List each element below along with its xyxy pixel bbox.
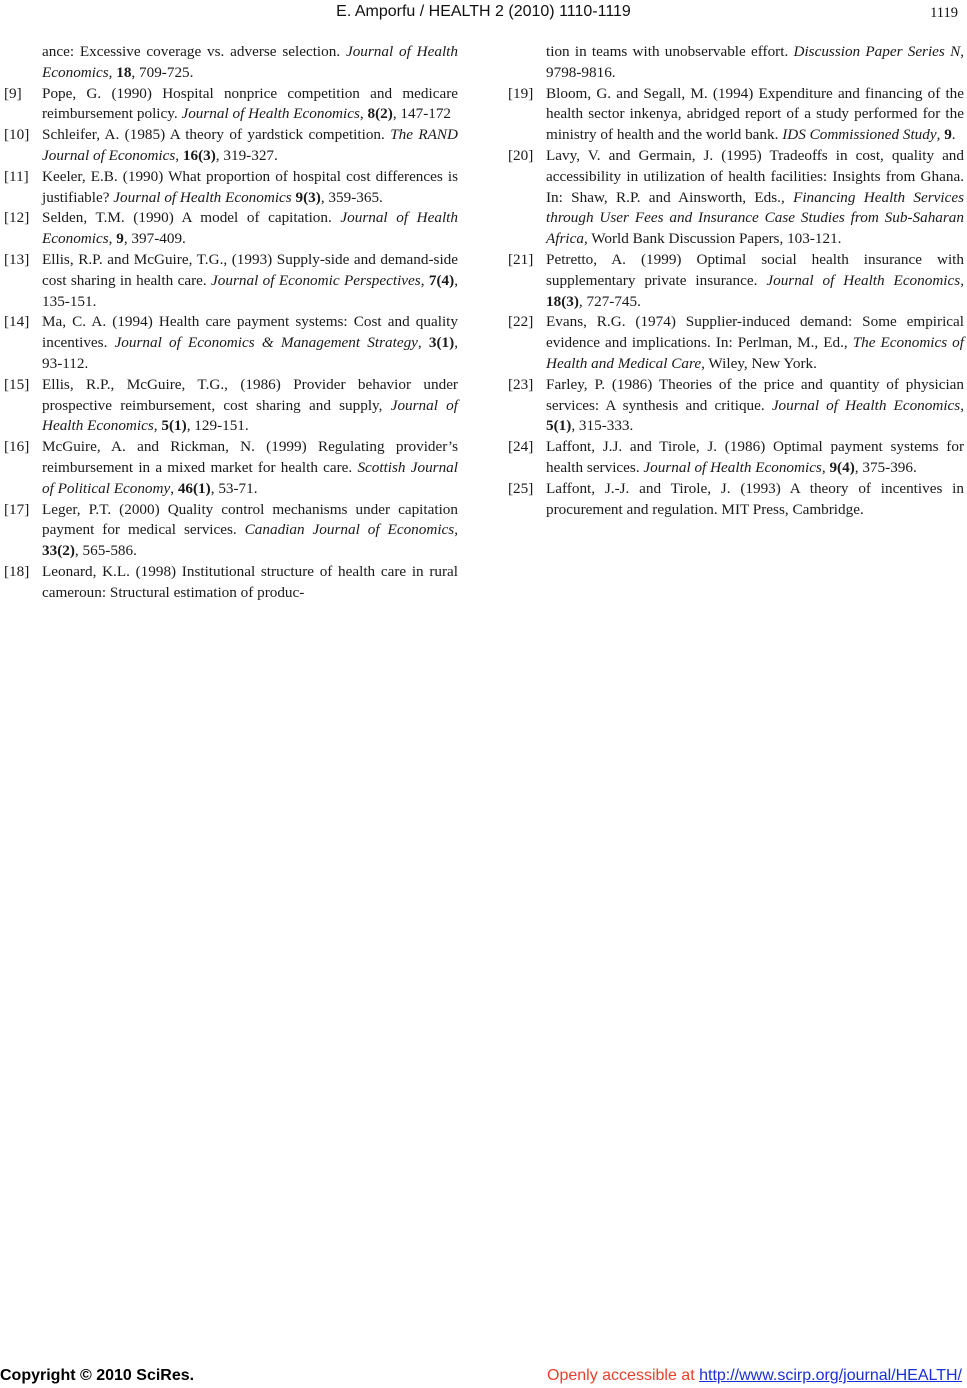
reference-text-segment: Schleifer, A. (1985) A theory of yardstick competition. — [42, 126, 391, 144]
reference-text-segment: , — [359, 105, 368, 123]
reference-item — [508, 250, 964, 312]
reference-text — [42, 84, 458, 126]
reference-text-segment: ance: Excessive coverage vs. adverse selection. — [42, 43, 346, 60]
reference-text-segment: Keeler, E.B. (1990) What proportion of hospital cost differences is justifiable? — [42, 167, 458, 206]
reference-number: [20] — [508, 146, 534, 164]
reference-text-segment: , — [821, 458, 830, 476]
reference-item — [4, 167, 458, 209]
reference-item — [508, 84, 964, 146]
reference-volume: 7(4) — [428, 271, 455, 289]
reference-item — [4, 208, 458, 250]
reference-text-segment: Evans, R.G. (1974) Supplier-induced demand: Some empirical evidence and implications. In: Perlman, M., Ed., — [546, 313, 964, 352]
reference-source-title: Journal of Health Economics — [113, 188, 292, 206]
reference-number: [18] — [4, 562, 30, 580]
reference-number: [21] — [508, 250, 534, 268]
page-footer — [0, 1365, 967, 1387]
reference-volume: 16(3) — [182, 146, 216, 164]
reference-text-segment: , — [170, 479, 178, 497]
reference-text-segment: Pope, G. (1990) Hospital nonprice competition and medicare reimbursement policy. — [42, 84, 458, 123]
reference-text-segment: , 93-112. — [42, 334, 458, 372]
reference-text-segment: , 397-409. — [123, 230, 186, 248]
reference-item — [4, 500, 458, 562]
reference-number: [9] — [4, 84, 22, 102]
reference-number: [14] — [4, 313, 30, 331]
reference-volume: 8(2) — [367, 105, 393, 123]
reference-volume: 9 — [944, 126, 952, 144]
reference-item — [508, 146, 964, 250]
reference-text-segment: Laffont, J.-J. and Tirole, J. (1993) A theory of incentives in procurement and regulation. MIT Press, Cambridge. — [546, 479, 964, 518]
reference-item — [508, 437, 964, 479]
reference-text-segment: , — [108, 63, 117, 81]
reference-number: [19] — [508, 84, 534, 102]
reference-text — [42, 125, 458, 167]
reference-number: [15] — [4, 375, 30, 393]
reference-text-segment: , — [936, 126, 945, 144]
reference-text — [546, 84, 964, 146]
reference-text-segment: , — [420, 271, 429, 289]
reference-text-segment: Ellis, R.P. and McGuire, T.G., (1993) Supply-side and demand-side cost sharing in health care. — [42, 250, 458, 289]
reference-source-title: IDS Commissioned Study — [782, 126, 937, 144]
reference-source-title: Financing Health Services through User Fees and Insurance Case Studies from Sub-Saharan Africa — [546, 188, 965, 248]
reference-text-segment: , 315-333. — [571, 417, 634, 435]
reference-volume: 46(1) — [177, 479, 211, 497]
reference-text-segment: . — [951, 126, 956, 144]
reference-text — [546, 146, 964, 250]
reference-text-segment: , — [108, 230, 117, 248]
reference-number: [11] — [4, 167, 29, 185]
reference-text-segment: Lavy, V. and Germain, J. (1995) Tradeoffs in cost, quality and accessibility in utilization of health facilities: Insights from Ghana. In: Shaw, R.P. and Ainsworth, Eds., — [546, 146, 964, 206]
reference-text-segment: Laffont, J.J. and Tirole, J. (1986) Optimal payment systems for health services. — [546, 438, 964, 476]
reference-text — [546, 250, 964, 312]
reference-text — [42, 208, 458, 250]
reference-text-segment: , 129-151. — [186, 417, 249, 435]
reference-number: [12] — [4, 209, 30, 227]
copyright-notice: Copyright © 2010 SciRes. — [0, 1367, 195, 1384]
reference-item — [508, 312, 964, 374]
reference-text-segment: , — [417, 334, 429, 352]
reference-text-segment: Leonard, K.L. (1998) Institutional structure of health care in rural cameroun: Structural estimation of produc- — [42, 562, 458, 601]
reference-number: [10] — [4, 126, 30, 144]
reference-text-segment: Farley, P. (1986) Theories of the price and quantity of physician services: A synthesis and critique. — [546, 375, 964, 414]
reference-volume: 33(2) — [42, 542, 75, 560]
reference-text-segment: , 709-725. — [131, 63, 194, 81]
reference-text-segment: Ellis, R.P., McGuire, T.G., (1986) Provider behavior under prospective reimbursement, cost sharing and supply, — [42, 375, 458, 414]
reference-item — [4, 375, 458, 437]
reference-volume: 9(3) — [295, 188, 321, 206]
reference-text-segment: , 727-745. — [578, 292, 641, 310]
reference-source-title: Journal of Health Economics — [771, 396, 961, 414]
reference-text-segment: , — [175, 146, 183, 164]
reference-text — [42, 250, 458, 312]
reference-source-title: The Economics of Health and Medical Care — [546, 334, 964, 372]
reference-text — [42, 500, 458, 562]
reference-text-segment: Selden, T.M. (1990) A model of capitation. — [42, 209, 341, 227]
reference-source-title: Journal of Health Economics — [181, 105, 360, 123]
reference-text-segment: , 135-151. — [42, 271, 458, 310]
reference-volume: 5(1) — [161, 417, 187, 435]
reference-volume: 18(3) — [546, 292, 579, 310]
reference-item — [4, 250, 458, 312]
reference-item — [4, 562, 458, 604]
reference-item — [508, 375, 964, 437]
reference-text-segment: , — [960, 396, 964, 414]
reference-source-title: Scottish Journal of Political Economy — [42, 458, 458, 497]
reference-number: [23] — [508, 375, 534, 393]
reference-text — [42, 42, 458, 84]
reference-number: [22] — [508, 313, 534, 331]
reference-volume: 5(1) — [546, 417, 572, 435]
reference-text-segment: Petretto, A. (1999) Optimal social health insurance with supplementary private insurance. — [546, 250, 964, 289]
reference-source-title: Journal of Health Economics — [42, 209, 458, 248]
reference-text-segment: Leger, P.T. (2000) Quality control mechanisms under capitation payment for medical services. — [42, 500, 458, 539]
reference-volume: 3(1) — [428, 334, 455, 352]
running-title: E. Amporfu / HEALTH 2 (2010) 1110-1119 — [336, 3, 631, 20]
reference-text — [42, 375, 458, 437]
running-header — [0, 1, 967, 23]
reference-text-segment: , 147-172 — [392, 105, 452, 123]
reference-text — [546, 479, 964, 521]
reference-continuation — [4, 42, 458, 84]
reference-text-segment: , 375-396. — [854, 458, 917, 476]
reference-text-segment: , World Bank Discussion Papers, 103-121. — [583, 230, 842, 248]
reference-source-title: Journal of Health Economics — [766, 271, 961, 289]
reference-text — [546, 312, 964, 374]
reference-text — [42, 562, 458, 604]
references-left-column — [4, 42, 458, 604]
reference-text-segment: , 319-327. — [215, 146, 278, 164]
reference-number: [17] — [4, 500, 30, 518]
reference-volume: 9 — [116, 230, 124, 248]
reference-source-title: Journal of Health Economics — [42, 43, 458, 81]
reference-text — [42, 437, 458, 499]
reference-text-segment: , 565-586. — [74, 542, 137, 560]
reference-item — [508, 479, 964, 521]
reference-source-title: Journal of Health Economics — [42, 396, 458, 435]
open-access-label: Openly accessible at — [547, 1367, 700, 1384]
reference-source-title: Journal of Health Economics — [643, 458, 822, 476]
references-right-column — [508, 42, 964, 520]
reference-source-title: Canadian Journal of Economics — [244, 521, 455, 539]
journal-url-link[interactable]: http://www.scirp.org/journal/HEALTH/ — [699, 1367, 962, 1384]
reference-text — [546, 375, 964, 437]
page-number: 1119 — [930, 5, 958, 21]
reference-text-segment: Bloom, G. and Segall, M. (1994) Expenditure and financing of the health sector inkenya, abridged report of a study performed for the ministry of health and the world bank. — [546, 84, 964, 144]
reference-text-segment: , 9798-9816. — [546, 43, 964, 81]
reference-number: [25] — [508, 479, 534, 497]
open-access-notice — [547, 1365, 962, 1387]
reference-continuation — [508, 42, 964, 84]
reference-text — [42, 167, 458, 209]
reference-item — [4, 84, 458, 126]
reference-text-segment: , 53-71. — [210, 479, 258, 497]
reference-item — [4, 312, 458, 374]
reference-number: [24] — [508, 438, 534, 456]
reference-item — [4, 437, 458, 499]
reference-text-segment: , — [153, 417, 162, 435]
reference-text-segment: , Wiley, New York. — [701, 354, 817, 372]
reference-source-title: Journal of Economic Perspectives — [211, 271, 421, 289]
reference-text — [546, 437, 964, 479]
reference-volume: 9(4) — [829, 458, 855, 476]
reference-text-segment: , — [454, 521, 458, 539]
reference-item — [4, 125, 458, 167]
reference-text-segment: Ma, C. A. (1994) Health care payment systems: Cost and quality incentives. — [42, 313, 458, 352]
reference-source-title: Journal of Economics & Management Strategy — [114, 334, 418, 352]
reference-number: [16] — [4, 438, 30, 456]
reference-text-segment: tion in teams with unobservable effort. — [546, 43, 794, 60]
reference-text — [546, 42, 964, 84]
reference-text-segment: , 359-365. — [320, 188, 383, 206]
reference-text-segment: McGuire, A. and Rickman, N. (1999) Regulating provider’s reimbursement in a mixed market for health care. — [42, 438, 458, 476]
reference-text — [42, 312, 458, 374]
reference-text-segment: , — [960, 271, 964, 289]
reference-number: [13] — [4, 250, 30, 268]
reference-source-title: Discussion Paper Series N — [793, 43, 961, 60]
reference-source-title: The RAND Journal of Economics — [42, 126, 458, 164]
reference-volume: 18 — [116, 63, 132, 81]
